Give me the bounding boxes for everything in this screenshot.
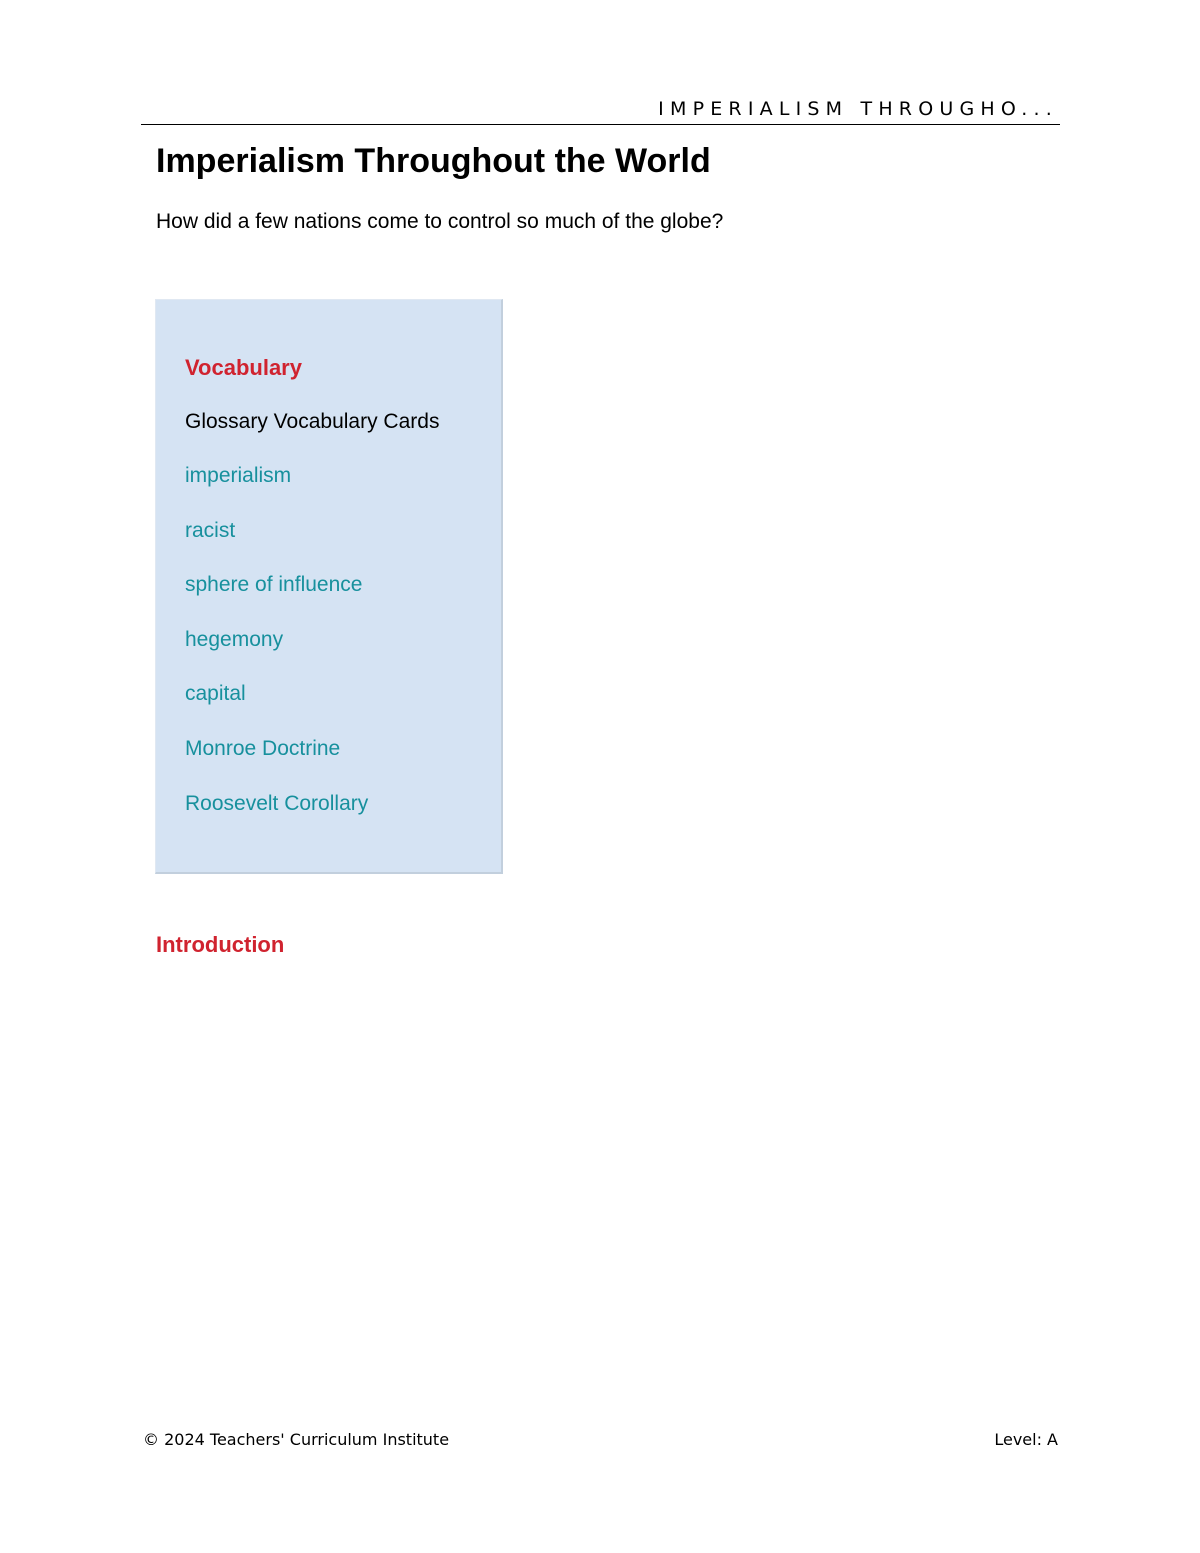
vocab-term-imperialism[interactable]: imperialism: [185, 464, 292, 487]
vocabulary-box: [155, 299, 503, 874]
running-header-title: IMPERIALISM THROUGHO...: [658, 98, 1058, 120]
footer-copyright: © 2024 Teachers' Curriculum Institute: [143, 1430, 450, 1449]
vocab-term-hegemony[interactable]: hegemony: [185, 627, 284, 651]
essential-question: How did a few nations come to control so much of the globe?: [156, 210, 724, 233]
running-header: [141, 96, 1060, 125]
page-title: Imperialism Throughout the World: [156, 142, 711, 180]
vocab-term-roosevelt-corollary[interactable]: Roosevelt Corollary: [185, 791, 369, 815]
vocab-term-capital[interactable]: capital: [185, 682, 246, 706]
vocabulary-term-list: [185, 464, 368, 846]
vocab-term-monroe-doctrine[interactable]: Monroe Doctrine: [185, 736, 341, 760]
glossary-cards-label: Glossary Vocabulary Cards: [185, 410, 440, 433]
footer-level: Level: A: [994, 1430, 1058, 1449]
vocabulary-heading: Vocabulary: [185, 355, 302, 380]
vocab-term-racist[interactable]: racist: [185, 518, 236, 542]
vocab-term-sphere-of-influence[interactable]: sphere of influence: [185, 573, 363, 597]
introduction-heading: Introduction: [156, 932, 285, 957]
